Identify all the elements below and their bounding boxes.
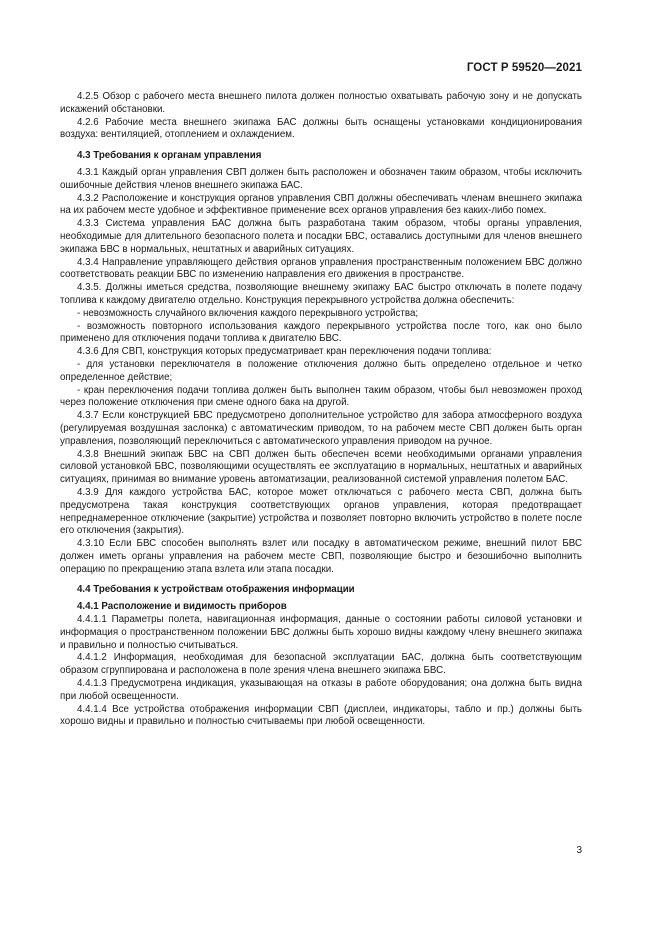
clause-4-3-9: 4.3.9 Для каждого устройства БАС, которое может отключаться с рабочего места СВП, должна быть предусмотрена такая конструкция соответствующих органов управления, которая предотвращает непреднамеренное отключение (закрытие) устройства и позволяет повторно включить устройство в полете после его отключения (закрытия). <box>60 486 582 537</box>
clause-4-4-1-1: 4.4.1.1 Параметры полета, навигационная информация, данные о состоянии работы силовой установки и информация о пространственном положении БВС должны быть хорошо видны каждому члену внешнего экипажа и правильно и полностью считываться. <box>60 614 582 651</box>
list-item: - возможность повторного использования каждого перекрывного устройства после того, как оно было применено для отключения подачи топлива к двигателю БВС. <box>60 320 582 345</box>
clause-4-3-10: 4.3.10 Если БВС способен выполнять взлет или посадку в автоматическом режиме, внешний пилот БВС должен иметь органы управления на рабочем месте СВП, позволяющие быстро и безошибочно выполнить операцию по прекращению этапа взлета или этапа посадки. <box>60 538 582 575</box>
section-heading-4-4: 4.4 Требования к устройствам отображения информации <box>77 584 355 596</box>
clause-4-3-3: 4.3.3 Система управления БАС должна быть разработана таким образом, чтобы органы управления, необходимые для длительного безопасного полета и посадки БВС, оставались доступными для членов внешнего экипажа БВС в нормальных, нештатных и аварийных ситуациях. <box>60 218 582 255</box>
clause-4-4-1-4: 4.4.1.4 Все устройства отображения информации СВП (дисплеи, индикаторы, табло и пр.) должны быть хорошо видны и правильно и полностью считываемы при любой освещенности. <box>60 703 582 728</box>
clause-4-3-5: 4.3.5. Должны иметься средства, позволяющие внешнему экипажу БАС быстро отключать в полете подачу топлива к каждому двигателю отдельно. Конструкция перекрывного устройства должна обеспечить: <box>60 282 582 306</box>
list-item: - невозможность случайного включения каждого перекрывного устройства; <box>77 307 419 319</box>
list-item: - кран переключения подачи топлива должен быть выполнен таким образом, чтобы был невозможен проход через положение отключения при смене одного бака на другой. <box>60 384 582 409</box>
clause-4-3-6: 4.3.6 Для СВП, конструкция которых предусматривает кран переключения подачи топлива: <box>77 346 492 358</box>
subsection-heading-4-4-1: 4.4.1 Расположение и видимость приборов <box>77 601 287 613</box>
clause-4-3-1: 4.3.1 Каждый орган управления СВП должен быть расположен и обозначен таким образом, чтобы исключить ошибочные действия членов внешнего экипажа БАС. <box>60 166 582 191</box>
clause-4-2-5: 4.2.5 Обзор с рабочего места внешнего пилота должен полностью охватывать рабочую зону и не допускать искажений обстановки. <box>60 91 582 115</box>
clause-4-2-6: 4.2.6 Рабочие места внешнего экипажа БАС должны быть оснащены установками кондиционирования воздуха: вентиляцией, отоплением и охлаждением. <box>60 116 582 141</box>
document-body <box>60 91 582 729</box>
standard-designation: ГОСТ Р 59520—2021 <box>466 62 582 74</box>
section-heading-4-3: 4.3 Требования к органам управления <box>77 150 262 162</box>
page-number: 3 <box>576 845 582 856</box>
clause-4-3-4: 4.3.4 Направление управляющего действия органов управления пространственным положением БВС должно соответствовать реакции БВС по изменению направления его движения в пространстве. <box>60 256 582 281</box>
clause-4-4-1-2: 4.4.1.2 Информация, необходимая для безопасной эксплуатации БАС, должна быть соответствующим образом сгруппирована и расположена в поле зрения члена внешнего экипажа БВС. <box>60 652 582 677</box>
clause-4-4-1-3: 4.4.1.3 Предусмотрена индикация, указывающая на отказы в работе оборудования; она должна быть видна при любой освещенности. <box>60 678 582 702</box>
clause-4-3-7: 4.3.7 Если конструкцией БВС предусмотрено дополнительное устройство для забора атмосферного воздуха (регулируемая воздушная заслонка) с автоматическим приводом, то на рабочем месте СВП должен быть орган управления, позволяющий переключиться с автоматического управления приводом на ручное. <box>60 410 582 447</box>
clause-4-3-8: 4.3.8 Внешний экипаж БВС на СВП должен быть обеспечен всеми необходимыми органами управления силовой установкой БВС, позволяющими осуществлять ее эксплуатацию в нормальных, нештатных и аварийных ситуациях, принимая во внимание уровень автоматизации, реализованной системой управления полетом БАС. <box>60 448 582 486</box>
list-item: - для установки переключателя в положение отключения должно быть определено отдельное и четко определенное действие; <box>60 358 582 383</box>
clause-4-3-2: 4.3.2 Расположение и конструкция органов управления СВП должны обеспечивать членам внешнего экипажа на их рабочем месте удобное и эффективное применение всех органов управления без каких-либо помех. <box>60 192 582 217</box>
